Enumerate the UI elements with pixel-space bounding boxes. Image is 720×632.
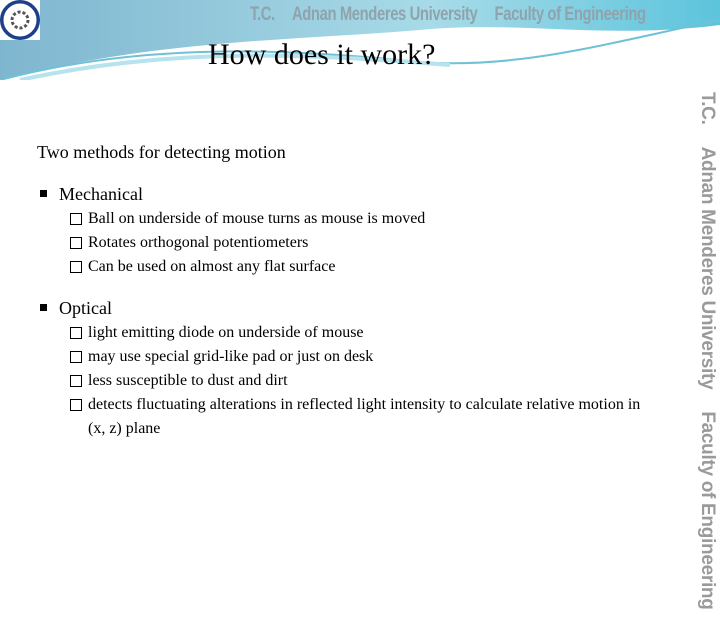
square-bullet-icon — [40, 190, 47, 197]
banner-text — [250, 4, 663, 26]
optical-list — [70, 321, 650, 441]
banner-tc: T.C. — [250, 4, 275, 25]
intro-text: Two methods for detecting motion — [37, 142, 286, 162]
section-optical — [40, 298, 112, 319]
list-item-text: Rotates orthogonal potentiometers — [88, 234, 309, 251]
list-item-text: less susceptible to dust and dirt — [88, 372, 288, 389]
list-item-text: light emitting diode on underside of mouse — [88, 324, 364, 341]
list-item — [70, 255, 650, 279]
list-item — [70, 345, 650, 369]
faculty-logo-right — [0, 0, 40, 40]
banner-university: Adnan Menderes University — [291, 4, 478, 25]
section-mechanical — [40, 184, 143, 205]
slide-title: How does it work? — [208, 38, 436, 71]
side-university: Adnan Menderes University — [697, 146, 718, 390]
list-item — [70, 207, 650, 231]
checkbox-bullet-icon — [70, 375, 82, 387]
list-item-text: detects fluctuating alterations in reflected light intensity to calculate relative motion in (x, z) plane — [88, 396, 641, 437]
list-item — [70, 321, 650, 345]
list-item-text: Can be used on almost any flat surface — [88, 258, 336, 275]
square-bullet-icon — [40, 304, 47, 311]
checkbox-bullet-icon — [70, 213, 82, 225]
list-item — [70, 369, 650, 393]
list-item — [70, 393, 650, 441]
checkbox-bullet-icon — [70, 327, 82, 339]
section-label: Optical — [59, 298, 112, 318]
checkbox-bullet-icon — [70, 261, 82, 273]
checkbox-bullet-icon — [70, 351, 82, 363]
side-faculty: Faculty of Engineering — [697, 411, 718, 610]
side-banner-text — [696, 92, 718, 632]
side-tc: T.C. — [697, 92, 718, 125]
list-item-text: may use special grid-like pad or just on desk — [88, 348, 374, 365]
list-item — [70, 231, 650, 255]
banner-faculty: Faculty of Engineering — [494, 4, 646, 25]
section-label: Mechanical — [59, 184, 143, 204]
checkbox-bullet-icon — [70, 237, 82, 249]
list-item-text: Ball on underside of mouse turns as mouse is moved — [88, 210, 426, 227]
checkbox-bullet-icon — [70, 399, 82, 411]
mechanical-list — [70, 207, 650, 279]
